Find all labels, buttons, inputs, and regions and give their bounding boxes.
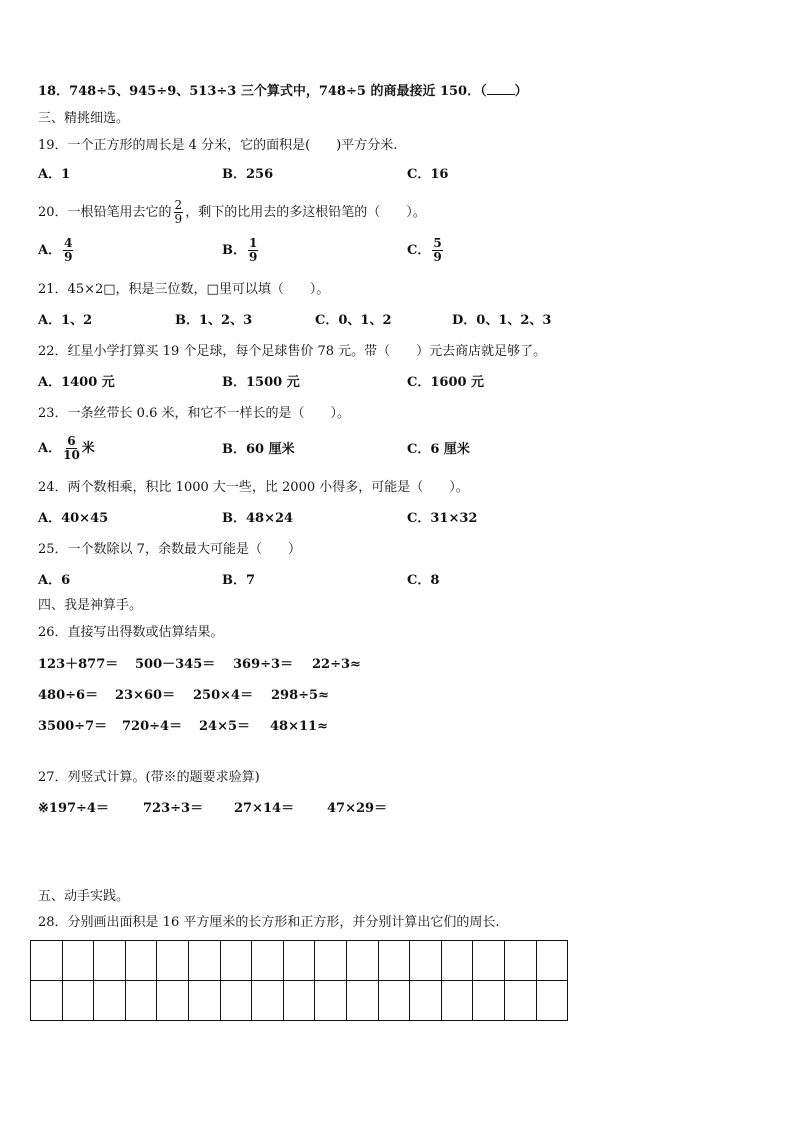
question-24-stem: 24．两个数相乘，积比 1000 大一些，比 2000 小得多，可能是（ ）。 — [38, 480, 469, 495]
grid-cell[interactable] — [441, 941, 473, 981]
grid-cell[interactable] — [188, 941, 220, 981]
q23-option-b[interactable]: B．60 厘米 — [222, 442, 295, 457]
grid-cell[interactable] — [315, 981, 347, 1021]
q25-option-a[interactable]: A．6 — [38, 573, 71, 588]
grid-cell[interactable] — [157, 941, 189, 981]
grid-cell[interactable] — [473, 981, 505, 1021]
calc-item: 3500÷7＝ — [38, 719, 108, 734]
grid-cell[interactable] — [94, 941, 126, 981]
fraction — [63, 237, 73, 264]
calc-item: 480÷6＝ — [38, 688, 99, 703]
grid-cell[interactable] — [220, 981, 252, 1021]
option-label: A． — [38, 441, 62, 456]
vertical-calc-item: 47×29＝ — [327, 801, 388, 816]
question-18-text: 18．748÷5、945÷9、513÷3 三个算式中，748÷5 的商最接近 150．（ — [38, 84, 487, 99]
q21-option-a[interactable]: A．1、2 — [38, 313, 93, 328]
fraction-denominator: 9 — [174, 212, 183, 226]
grid-cell[interactable] — [504, 941, 536, 981]
grid-cell[interactable] — [283, 941, 315, 981]
fraction-2-9 — [174, 199, 184, 226]
question-18 — [38, 82, 528, 101]
q21-option-c[interactable]: C．0、1、2 — [315, 313, 392, 328]
question-28-stem: 28．分别画出面积是 16 平方厘米的长方形和正方形，并分别计算出它们的周长. — [38, 915, 500, 930]
grid-cell[interactable] — [473, 941, 505, 981]
calc-item: 298÷5≈ — [271, 688, 329, 703]
q24-option-b[interactable]: B．48×24 — [222, 511, 294, 526]
drawing-grid[interactable] — [30, 940, 568, 1021]
fraction-denominator: 9 — [249, 250, 258, 264]
grid-cell[interactable] — [283, 981, 315, 1021]
question-20-stem — [38, 198, 426, 228]
grid-cell[interactable] — [504, 981, 536, 1021]
question-22-stem: 22．红星小学打算买 19 个足球，每个足球售价 78 元。带（ ）元去商店就足够了。 — [38, 344, 547, 359]
grid-cell[interactable] — [536, 981, 568, 1021]
q19-option-a[interactable]: A．1 — [38, 167, 71, 182]
grid-cell[interactable] — [378, 981, 410, 1021]
q21-option-b[interactable]: B．1、2、3 — [175, 313, 253, 328]
fraction-numerator: 6 — [67, 434, 76, 448]
grid-cell[interactable] — [62, 981, 94, 1021]
grid-cell[interactable] — [315, 941, 347, 981]
grid-cell[interactable] — [125, 941, 157, 981]
question-18-close: ） — [514, 84, 528, 99]
grid-cell[interactable] — [378, 941, 410, 981]
question-26-stem: 26．直接写出得数或估算结果。 — [38, 625, 224, 640]
question-25-stem: 25．一个数除以 7，余数最大可能是（ ） — [38, 542, 301, 557]
q22-option-c[interactable]: C．1600 元 — [407, 375, 485, 390]
question-20-text-a: 20．一根铅笔用去它的 — [38, 205, 172, 220]
q19-option-b[interactable]: B．256 — [222, 167, 274, 182]
q23-option-c[interactable]: C．6 厘米 — [407, 442, 470, 457]
grid-row — [31, 941, 568, 981]
section-3-heading: 三、精挑细选。 — [38, 111, 130, 126]
vertical-calc-item: ※197÷4＝ — [38, 801, 109, 816]
fraction — [248, 237, 258, 264]
calc-item: 23×60＝ — [115, 688, 176, 703]
section-4-heading: 四、我是神算手。 — [38, 598, 143, 613]
calc-item: 250×4＝ — [193, 688, 254, 703]
fraction-numerator: 1 — [249, 236, 258, 250]
grid-cell[interactable] — [157, 981, 189, 1021]
fraction — [63, 435, 80, 462]
option-label: A． — [38, 243, 62, 258]
grid-cell[interactable] — [252, 941, 284, 981]
q25-option-b[interactable]: B．7 — [222, 573, 256, 588]
fraction-denominator: 9 — [64, 250, 73, 264]
vertical-calc-item: 723÷3＝ — [143, 801, 204, 816]
grid-cell[interactable] — [94, 981, 126, 1021]
fraction-denominator: 10 — [63, 448, 80, 462]
q24-option-c[interactable]: C．31×32 — [407, 511, 478, 526]
grid-cell[interactable] — [252, 981, 284, 1021]
q25-option-c[interactable]: C．8 — [407, 573, 440, 588]
calc-item: 22÷3≈ — [312, 657, 361, 672]
grid-cell[interactable] — [441, 981, 473, 1021]
q20-option-c[interactable] — [407, 236, 445, 266]
q19-option-c[interactable]: C．16 — [407, 167, 449, 182]
question-20-text-b: ，剩下的比用去的多这根铅笔的（ ）。 — [185, 205, 426, 220]
q20-option-a[interactable] — [38, 236, 75, 266]
option-label: B． — [222, 243, 246, 258]
grid-cell[interactable] — [31, 981, 63, 1021]
calc-item: 24×5＝ — [199, 719, 251, 734]
fraction — [432, 237, 442, 264]
grid-cell[interactable] — [410, 981, 442, 1021]
grid-cell[interactable] — [31, 941, 63, 981]
fraction-denominator: 9 — [433, 250, 442, 264]
question-19-stem: 19．一个正方形的周长是 4 分米，它的面积是( )平方分米. — [38, 138, 398, 153]
q22-option-a[interactable]: A．1400 元 — [38, 375, 115, 390]
grid-cell[interactable] — [536, 941, 568, 981]
grid-cell[interactable] — [125, 981, 157, 1021]
question-21-stem: 21．45×2□，积是三位数，□里可以填（ ）。 — [38, 282, 330, 297]
q24-option-a[interactable]: A．40×45 — [38, 511, 109, 526]
vertical-calc-item: 27×14＝ — [234, 801, 295, 816]
question-23-stem: 23．一条丝带长 0.6 米，和它不一样长的是（ ）。 — [38, 406, 350, 421]
q23-option-a[interactable] — [38, 434, 95, 464]
grid-cell[interactable] — [62, 941, 94, 981]
grid-cell[interactable] — [410, 941, 442, 981]
grid-cell[interactable] — [220, 941, 252, 981]
q21-option-d[interactable]: D．0、1、2、3 — [452, 313, 552, 328]
question-27-stem: 27．列竖式计算。(带※的题要求验算) — [38, 770, 260, 785]
grid-cell[interactable] — [188, 981, 220, 1021]
calc-item: 500－345＝ — [135, 657, 216, 672]
grid-row — [31, 981, 568, 1021]
q22-option-b[interactable]: B．1500 元 — [222, 375, 300, 390]
fraction-numerator: 4 — [64, 236, 73, 250]
calc-item: 720÷4＝ — [122, 719, 183, 734]
grid-cell[interactable] — [346, 981, 378, 1021]
calc-item: 369÷3＝ — [233, 657, 294, 672]
grid-cell[interactable] — [346, 941, 378, 981]
fraction-numerator: 2 — [174, 198, 183, 212]
answer-blank[interactable] — [487, 82, 515, 95]
calc-item: 123＋877＝ — [38, 657, 119, 672]
section-5-heading: 五、动手实践。 — [38, 889, 130, 904]
q20-option-b[interactable] — [222, 236, 260, 266]
fraction-numerator: 5 — [433, 236, 442, 250]
option-label: C． — [407, 243, 431, 258]
calc-item: 48×11≈ — [270, 719, 328, 734]
unit: 米 — [81, 441, 95, 456]
